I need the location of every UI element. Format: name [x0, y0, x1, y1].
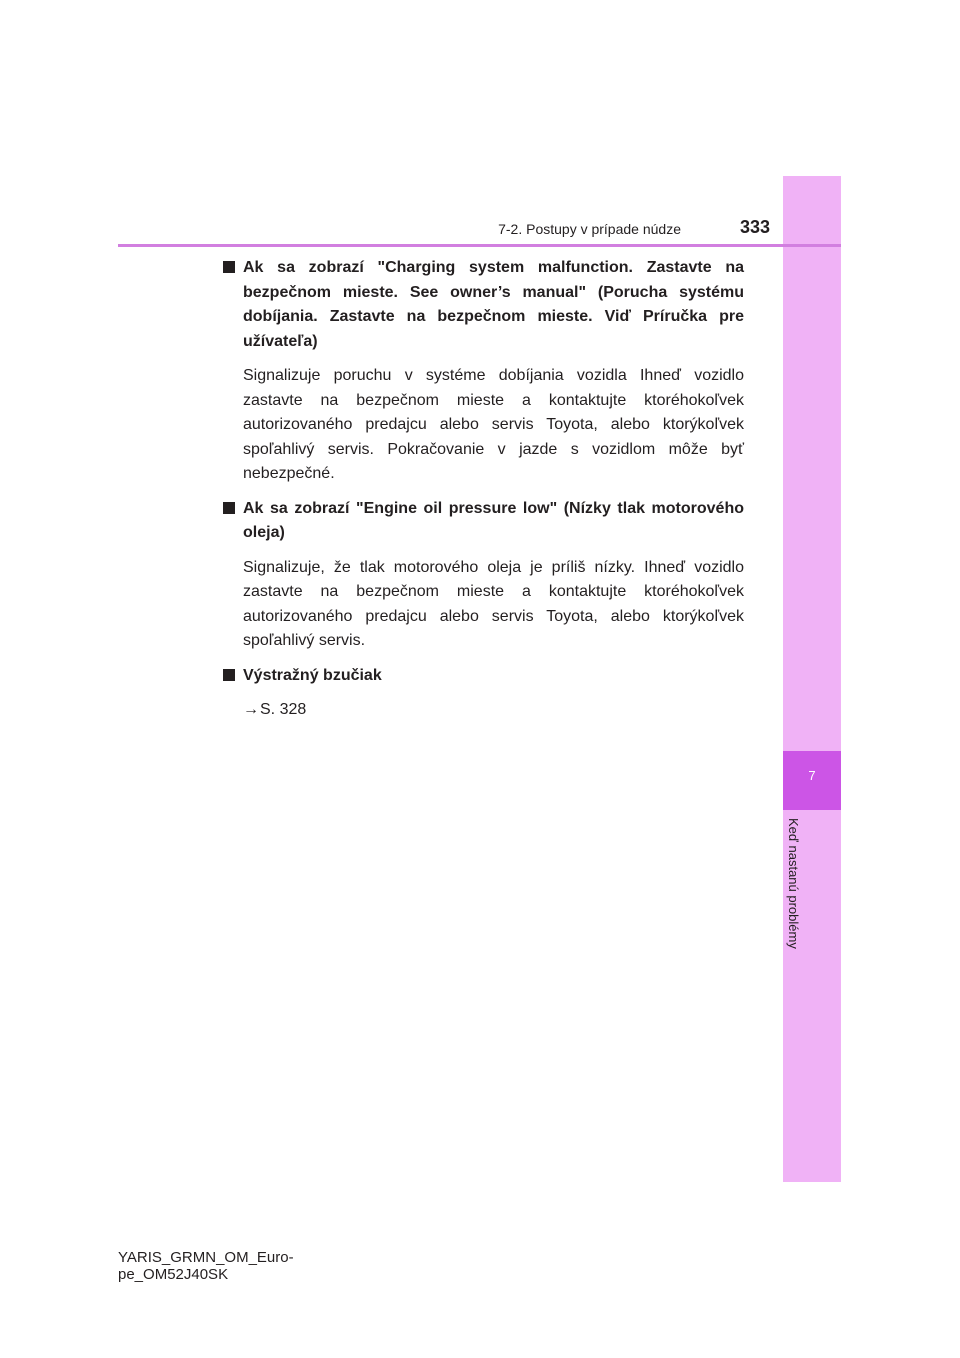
header-section-title: 7-2. Postupy v prípade núdze — [498, 221, 681, 237]
arrow-right-icon: → — [243, 701, 259, 718]
item-heading-text: Ak sa zobrazí "Engine oil pressure low" (Nízky tlak motorového oleja) — [243, 499, 744, 541]
header-divider — [118, 244, 841, 247]
item-body: Signalizuje poruchu v systéme dobíjania vozidla Ihneď vozidlo zastavte na bezpečnom mieste a kontaktujte ktoréhokoľvek autorizovaného predajcu alebo servis Toyota, alebo ktorýkoľvek spoľahlivý servis. Pokračovanie v jazde s vozidlom môže byť nebezpečné. — [243, 367, 744, 482]
square-bullet-icon — [223, 502, 235, 514]
footer-line-1: YARIS_GRMN_OM_Euro- — [118, 1249, 294, 1266]
document-footer — [118, 1249, 294, 1283]
page-content — [223, 256, 744, 733]
chapter-side-tab — [783, 176, 841, 1182]
chapter-title: Keď nastanú problémy — [786, 818, 801, 949]
warning-item-buzzer — [223, 664, 744, 723]
warning-item-oil-pressure — [223, 497, 744, 654]
item-heading — [223, 256, 744, 354]
chapter-number: 7 — [808, 768, 816, 783]
item-heading — [223, 497, 744, 546]
square-bullet-icon — [223, 669, 235, 681]
square-bullet-icon — [223, 261, 235, 273]
page-number: 333 — [740, 217, 771, 237]
page-reference-link[interactable]: S. 328 — [260, 701, 307, 718]
item-body: Signalizuje, že tlak motorového oleja je príliš nízky. Ihneď vozidlo zastavte na bezpečnom mieste a kontaktujte ktoréhokoľvek autorizovaného predajcu alebo servis Toyota, alebo ktorýkoľvek spoľahlivý servis. — [243, 558, 744, 649]
footer-line-2: pe_OM52J40SK — [118, 1266, 229, 1283]
item-heading-text: Ak sa zobrazí "Charging system malfunction. Zastavte na bezpečnom mieste. See owner’s manual" (Porucha systému dobíjania. Zastavte na bezpečnom mieste. Viď Príručka pre užívateľa) — [243, 259, 744, 350]
item-heading — [223, 664, 744, 689]
page-reference — [243, 698, 744, 723]
item-heading-text: Výstražný bzučiak — [243, 666, 382, 684]
warning-item-charging — [223, 256, 744, 487]
